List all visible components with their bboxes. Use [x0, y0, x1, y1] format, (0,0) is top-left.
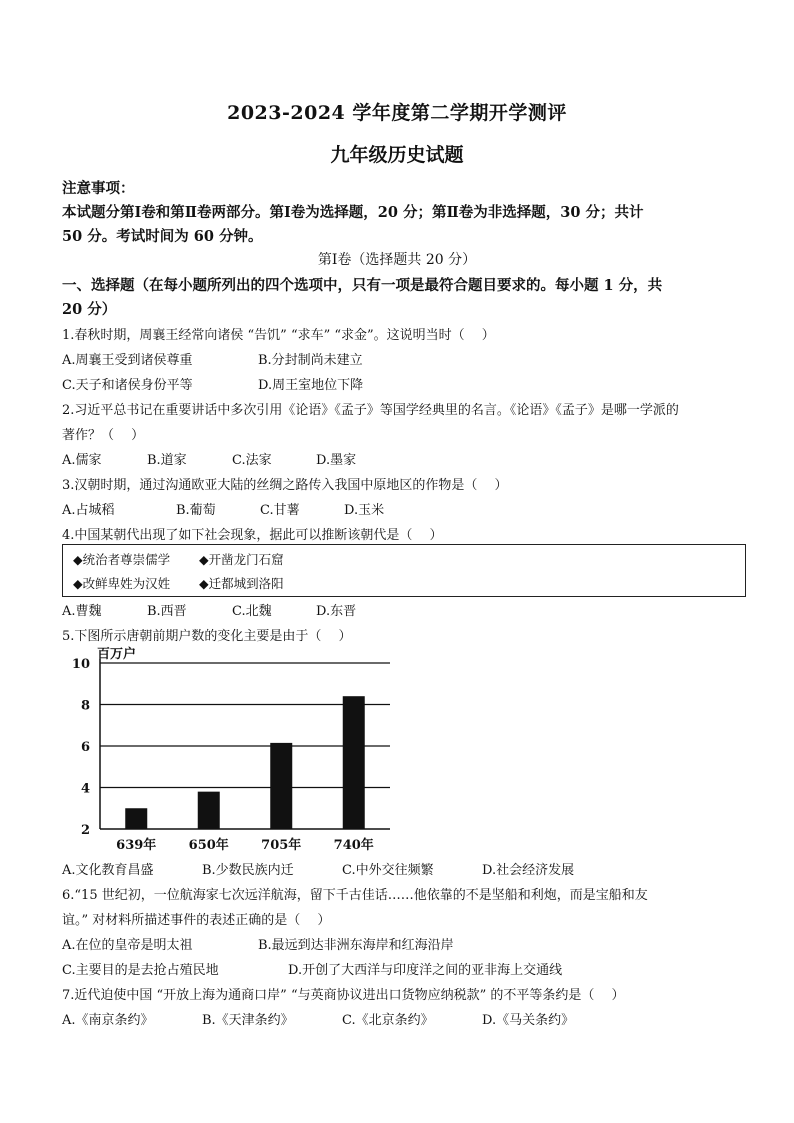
bar [343, 696, 365, 829]
q6-option-d: D.开创了大西洋与印度洋之间的亚非海上交通线 [288, 963, 563, 978]
x-tick-label: 705年 [261, 838, 302, 853]
q3-option-c: C.甘薯 [260, 503, 300, 518]
q3-option-d: D.玉米 [344, 503, 385, 518]
q6-option-a: A.在位的皇帝是明太祖 [62, 938, 193, 953]
q6-stem-1: 6.“15 世纪初，一位航海家七次远洋航海，留下千古佳话……他依靠的不是坚船和利炮，而是宝船和友 [62, 888, 648, 903]
notice-heading: 注意事项： [62, 180, 135, 197]
x-tick-label: 650年 [188, 838, 229, 853]
y-axis-label: 百万户 [97, 647, 137, 662]
q3-option-a: A.占城稻 [62, 503, 115, 518]
part1-instruction-2: 20 分） [62, 301, 117, 318]
q3-stem: 3.汉朝时期，通过沟通欧亚大陆的丝绸之路传入我国中原地区的作物是（ ） [62, 478, 508, 493]
q6-option-b: B.最远到达非洲东海岸和红海沿岸 [258, 938, 454, 953]
part1-title: 第Ⅰ卷（选择题共 20 分） [317, 252, 477, 268]
q4-option-d: D.东晋 [316, 604, 357, 619]
q1-stem: 1.春秋时期，周襄王经常向诸侯 “告饥” “求车” “求金”。这说明当时（ ） [62, 328, 495, 343]
q5-option-b: B.少数民族内迁 [202, 863, 294, 878]
q4-material-item: ◆迁都城到洛阳 [199, 576, 284, 591]
y-tick-label: 8 [80, 698, 90, 714]
q4-material-item: ◆开凿龙门石窟 [199, 552, 284, 567]
q7-option-b: B.《天津条约》 [202, 1013, 294, 1028]
q1-option-c: C.天子和诸侯身份平等 [62, 378, 193, 393]
q5-option-a: A.文化教育昌盛 [62, 863, 154, 878]
bar [125, 808, 147, 829]
y-tick-label: 6 [80, 740, 90, 755]
q2-option-a: A.儒家 [62, 453, 102, 468]
q1-option-b: B.分封制尚未建立 [258, 353, 363, 368]
x-tick-label: 639年 [116, 838, 157, 853]
part1-instruction-1: 一、选择题（在每小题所列出的四个选项中，只有一项是最符合题目要求的。每小题 1 分，共 [62, 277, 663, 294]
q4-option-b: B.西晋 [147, 604, 187, 619]
y-tick-label: 2 [80, 823, 90, 838]
q5-stem: 5.下图所示唐朝前期户数的变化主要是由于（ ） [62, 629, 352, 644]
q4-stem: 4.中国某朝代出现了如下社会现象，据此可以推断该朝代是（ ） [62, 528, 443, 543]
q2-stem-2: 著作？（ ） [62, 428, 145, 443]
q7-option-d: D.《马关条约》 [482, 1013, 575, 1028]
q6-option-c: C.主要目的是去抢占殖民地 [62, 963, 219, 978]
q4-material-box [62, 544, 746, 597]
y-tick-label: 10 [71, 657, 90, 672]
q4-option-a: A.曹魏 [62, 604, 102, 619]
q2-option-d: D.墨家 [316, 453, 357, 468]
q4-material-item: ◆统治者尊崇儒学 [73, 552, 171, 567]
q6-stem-2: 谊。” 对材料所描述事件的表述正确的是（ ） [62, 913, 331, 928]
q3-option-b: B.葡萄 [176, 503, 216, 518]
exam-title: 2023-2024 学年度第二学期开学测评 [227, 102, 567, 124]
notice-line-1: 本试题分第Ⅰ卷和第Ⅱ卷两部分。第Ⅰ卷为选择题，20 分；第Ⅱ卷为非选择题，30 分；共计 [62, 204, 644, 221]
q7-option-a: A.《南京条约》 [62, 1013, 154, 1028]
q2-option-c: C.法家 [232, 453, 272, 468]
q2-stem-1: 2.习近平总书记在重要讲话中多次引用《论语》《孟子》等国学经典里的名言。《论语》《孟子》是哪一学派的 [62, 403, 679, 418]
households-bar-chart [60, 645, 420, 857]
q1-option-d: D.周王室地位下降 [258, 378, 364, 393]
q4-option-c: C.北魏 [232, 604, 272, 619]
q7-stem: 7.近代迫使中国 “开放上海为通商口岸” “与英商协议进出口货物应纳税款” 的不平等条约是（ ） [62, 988, 625, 1003]
bar [198, 792, 220, 829]
q5-option-c: C.中外交往频繁 [342, 863, 434, 878]
x-tick-label: 740年 [333, 838, 374, 853]
y-tick-label: 4 [80, 781, 90, 797]
exam-subtitle: 九年级历史试题 [330, 144, 464, 166]
bar [270, 743, 292, 829]
q2-option-b: B.道家 [147, 453, 187, 468]
notice-line-2: 50 分。考试时间为 60 分钟。 [62, 228, 263, 245]
q1-option-a: A.周襄王受到诸侯尊重 [62, 353, 193, 368]
q4-material-item: ◆改鲜卑姓为汉姓 [73, 576, 171, 591]
q5-option-d: D.社会经济发展 [482, 863, 575, 878]
q7-option-c: C.《北京条约》 [342, 1013, 434, 1028]
